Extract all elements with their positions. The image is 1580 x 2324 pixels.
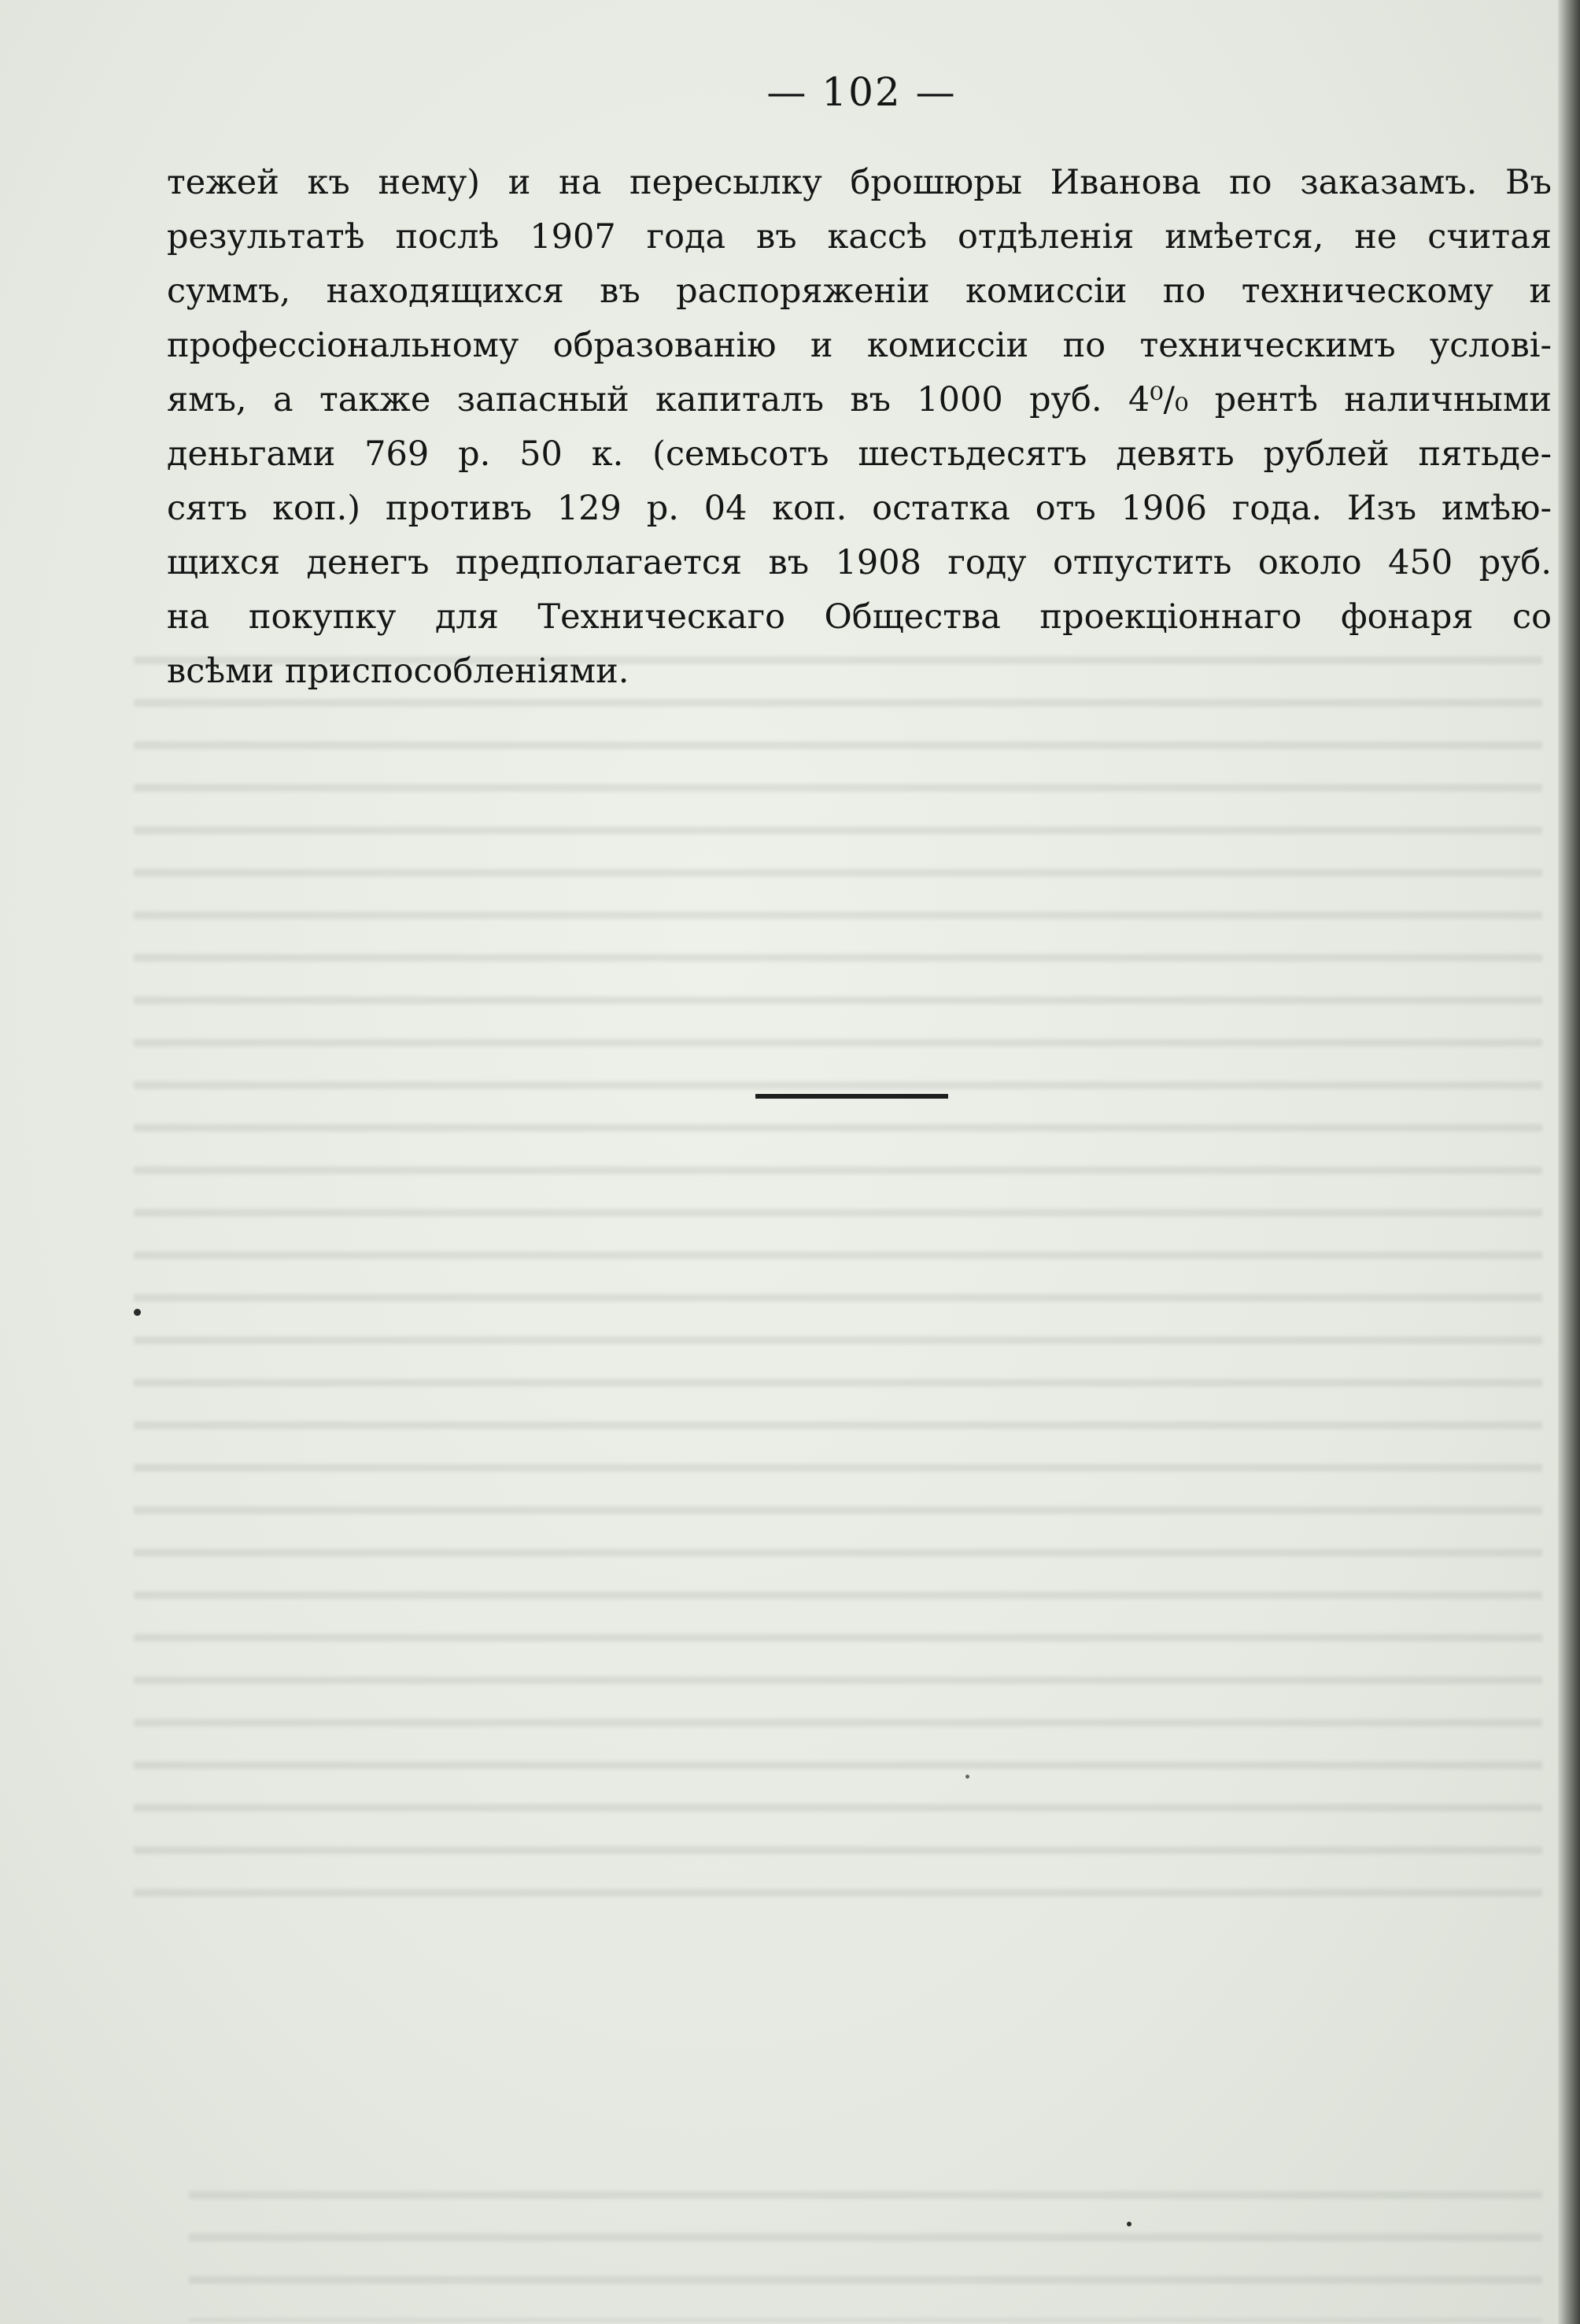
ink-speck — [965, 1775, 969, 1779]
bleed-through-texture-bottom — [189, 2164, 1542, 2322]
text-line: сятъ коп.) противъ 129 р. 04 коп. остатка отъ 1906 года. Изъ имѣю- — [167, 489, 1552, 528]
text-line: на покупку для Техническаго Общества проекціоннаго фонаря со — [167, 597, 1552, 637]
page-number: — 102 — — [766, 69, 957, 115]
ink-speck — [1127, 2222, 1131, 2226]
paragraph — [167, 156, 1552, 699]
ink-speck — [134, 1309, 141, 1316]
text-line-last: всѣми приспособленіями. — [167, 652, 629, 691]
text-line: ямъ, а также запасный капиталъ въ 1000 руб. 4⁰/₀ рентѣ наличными — [167, 380, 1552, 419]
section-end-rule — [755, 1094, 948, 1099]
text-line: тежей къ нему) и на пересылку брошюры Иванова по заказамъ. Въ — [167, 163, 1552, 202]
text-line: профессіональному образованію и комиссіи по техническимъ услові- — [167, 326, 1552, 365]
binding-edge — [1558, 0, 1580, 2324]
text-line: деньгами 769 р. 50 к. (семьсотъ шестьдесятъ девять рублей пятьде- — [167, 434, 1552, 474]
text-line: суммъ, находящихся въ распоряженіи комиссіи по техническому и — [167, 272, 1552, 311]
text-line: результатѣ послѣ 1907 года въ кассѣ отдѣленія имѣется, не считая — [167, 217, 1552, 257]
bleed-through-texture — [134, 630, 1542, 1928]
text-line: щихся денегъ предполагается въ 1908 году отпустить около 450 руб. — [167, 543, 1552, 582]
